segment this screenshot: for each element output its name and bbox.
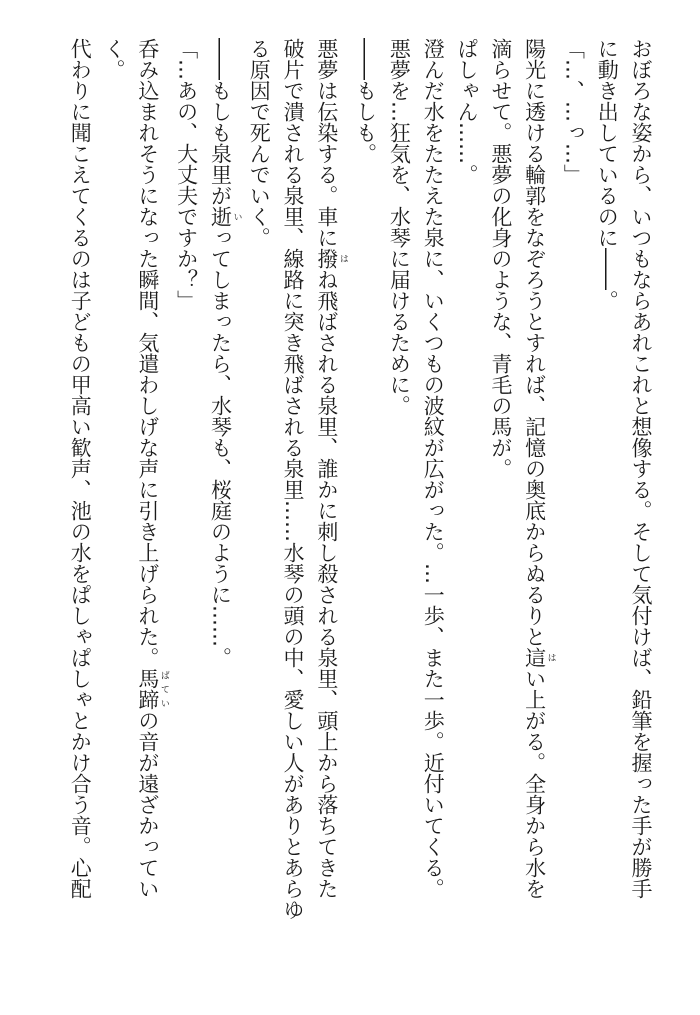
text-line-9: ――もしも。 bbox=[353, 38, 378, 164]
text-line-8: 悪夢を…狂気を、水琴に届けるために。 bbox=[387, 38, 412, 416]
text-line-2: に動き出しているのに――。 bbox=[595, 38, 620, 311]
ruby-annotation: 這 は bbox=[522, 647, 556, 668]
text-line-13: ――もしも泉里が逝 いってしまったら、水琴も、桜庭のように……。 bbox=[208, 38, 242, 668]
text-line-10: 悪夢は伝染する。車に撥 はね飛ばされる泉里、誰かに刺し殺される泉里、頭上から落ちてきた bbox=[314, 38, 348, 899]
text-line-3: 「…、…っ…」 bbox=[561, 38, 586, 185]
ruby-annotation: 逝 い bbox=[208, 206, 242, 227]
text-line-12: る原因で死んでいく。 bbox=[247, 38, 272, 248]
text-line-14: 「…あの、大丈夫ですか？」 bbox=[174, 38, 199, 311]
text-line-4: 陽光に透ける輪郭をなぞろうとすれば、記憶の奥底からぬるりと這 はい上がる。全身から水を bbox=[522, 38, 556, 899]
text-line-16: く。 bbox=[102, 38, 127, 80]
text-line-6: ぱしゃん……。 bbox=[455, 38, 480, 185]
text-line-11: 破片で潰される泉里、線路に突き飛ばされる泉里……水琴の頭の中、愛しい人がありとあらゆ bbox=[281, 38, 306, 920]
text-line-15: 呑み込まれそうになった瞬間、気遣わしげな声に引き上げられた。馬蹄 ばていの音が遠ざかってい bbox=[135, 38, 169, 899]
text-line-17: 代わりに聞こえてくるのは子どもの甲高い歓声、池の水をぱしゃぱしゃとかけ合う音。心配 bbox=[68, 38, 93, 899]
ruby-annotation: 馬蹄 ばてい bbox=[135, 668, 169, 710]
text-line-7: 澄んだ水をたたえた泉に、いくつもの波紋が広がった。…一歩、また一歩。近付いてくる。 bbox=[421, 38, 446, 899]
vertical-text-body bbox=[62, 38, 657, 978]
text-line-1: おぼろな姿から、いつもならあれこれと想像する。そして気付けば、鉛筆を握った手が勝手 bbox=[629, 38, 653, 899]
ruby-annotation: 撥 は bbox=[314, 248, 348, 269]
text-line-5: 滴らせて。悪夢の化身のような、青毛の馬が。 bbox=[488, 38, 513, 479]
